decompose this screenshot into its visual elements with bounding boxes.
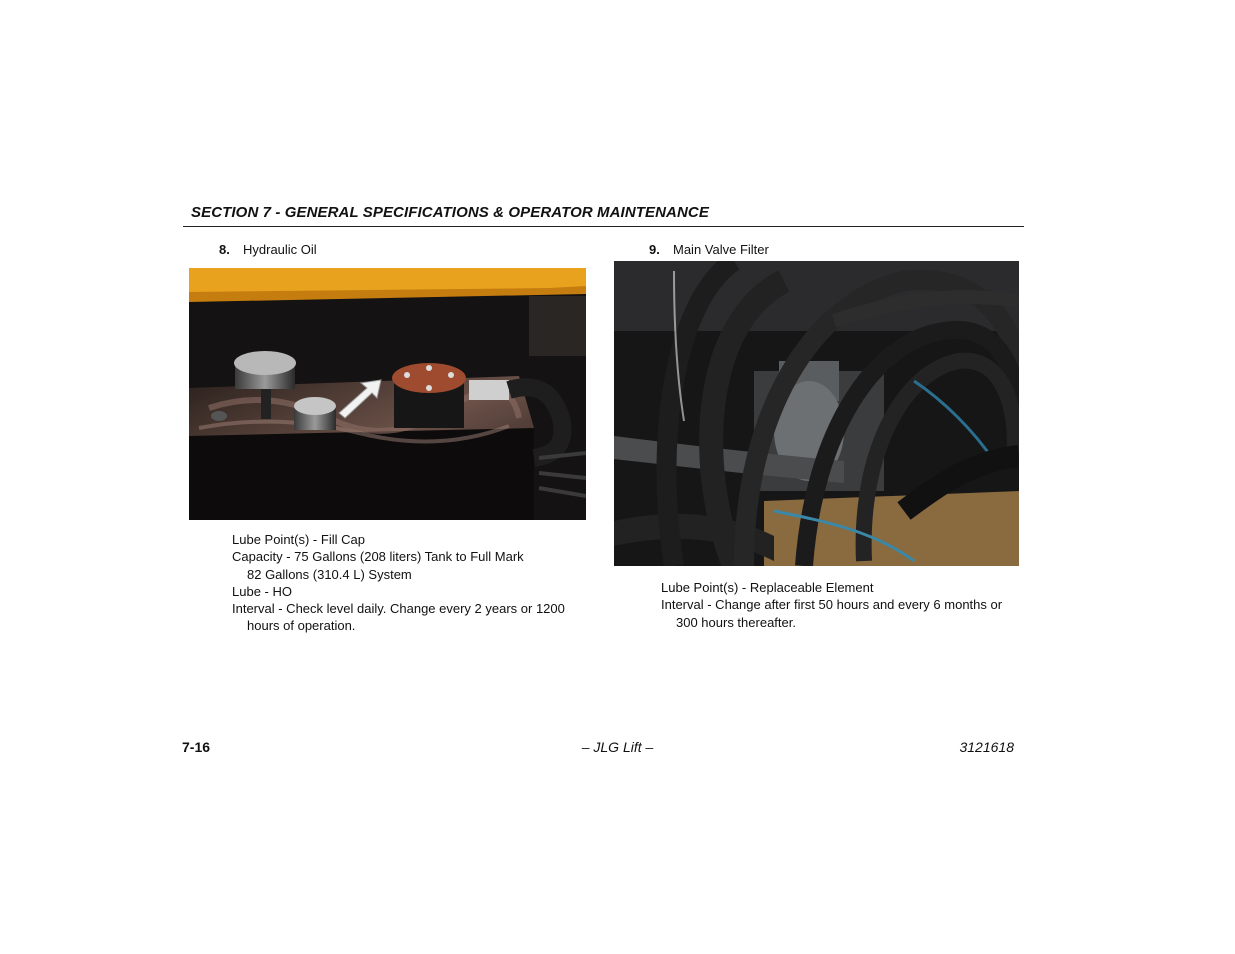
- item-8-specs: [232, 531, 565, 635]
- spec-line: Interval - Change after first 50 hours and every 6 months or: [661, 597, 1003, 613]
- spec-line: 82 Gallons (310.4 L) System: [247, 566, 412, 582]
- footer-title: – JLG Lift –: [581, 739, 654, 755]
- item-title: Main Valve Filter: [673, 242, 769, 257]
- item-9-heading: [649, 242, 769, 257]
- spec-line: Capacity - 75 Gallons (208 liters) Tank to Full Mark: [232, 549, 524, 565]
- item-number: 9.: [649, 242, 660, 257]
- spec-line: Lube Point(s) - Fill Cap: [232, 532, 365, 547]
- main-valve-filter-photo: [614, 261, 1019, 566]
- item-title: Hydraulic Oil: [243, 242, 317, 257]
- spec-line: hours of operation.: [247, 618, 356, 634]
- item-9-specs: [661, 579, 1002, 631]
- spec-line: Lube Point(s) - Replaceable Element: [661, 580, 874, 595]
- section-header: [183, 202, 1024, 227]
- hydraulic-oil-photo: [189, 268, 586, 520]
- document-number: 3121618: [959, 739, 1014, 755]
- spec-line: Interval - Check level daily. Change every 2 years or 1200: [232, 601, 565, 617]
- spec-line: Lube - HO: [232, 583, 292, 599]
- spec-line: 300 hours thereafter.: [676, 614, 796, 630]
- item-8-heading: [219, 242, 317, 257]
- item-number: 8.: [219, 242, 230, 257]
- section-title: SECTION 7 - GENERAL SPECIFICATIONS & OPERATOR MAINTENANCE: [191, 204, 709, 221]
- page-number: 7-16: [182, 739, 211, 755]
